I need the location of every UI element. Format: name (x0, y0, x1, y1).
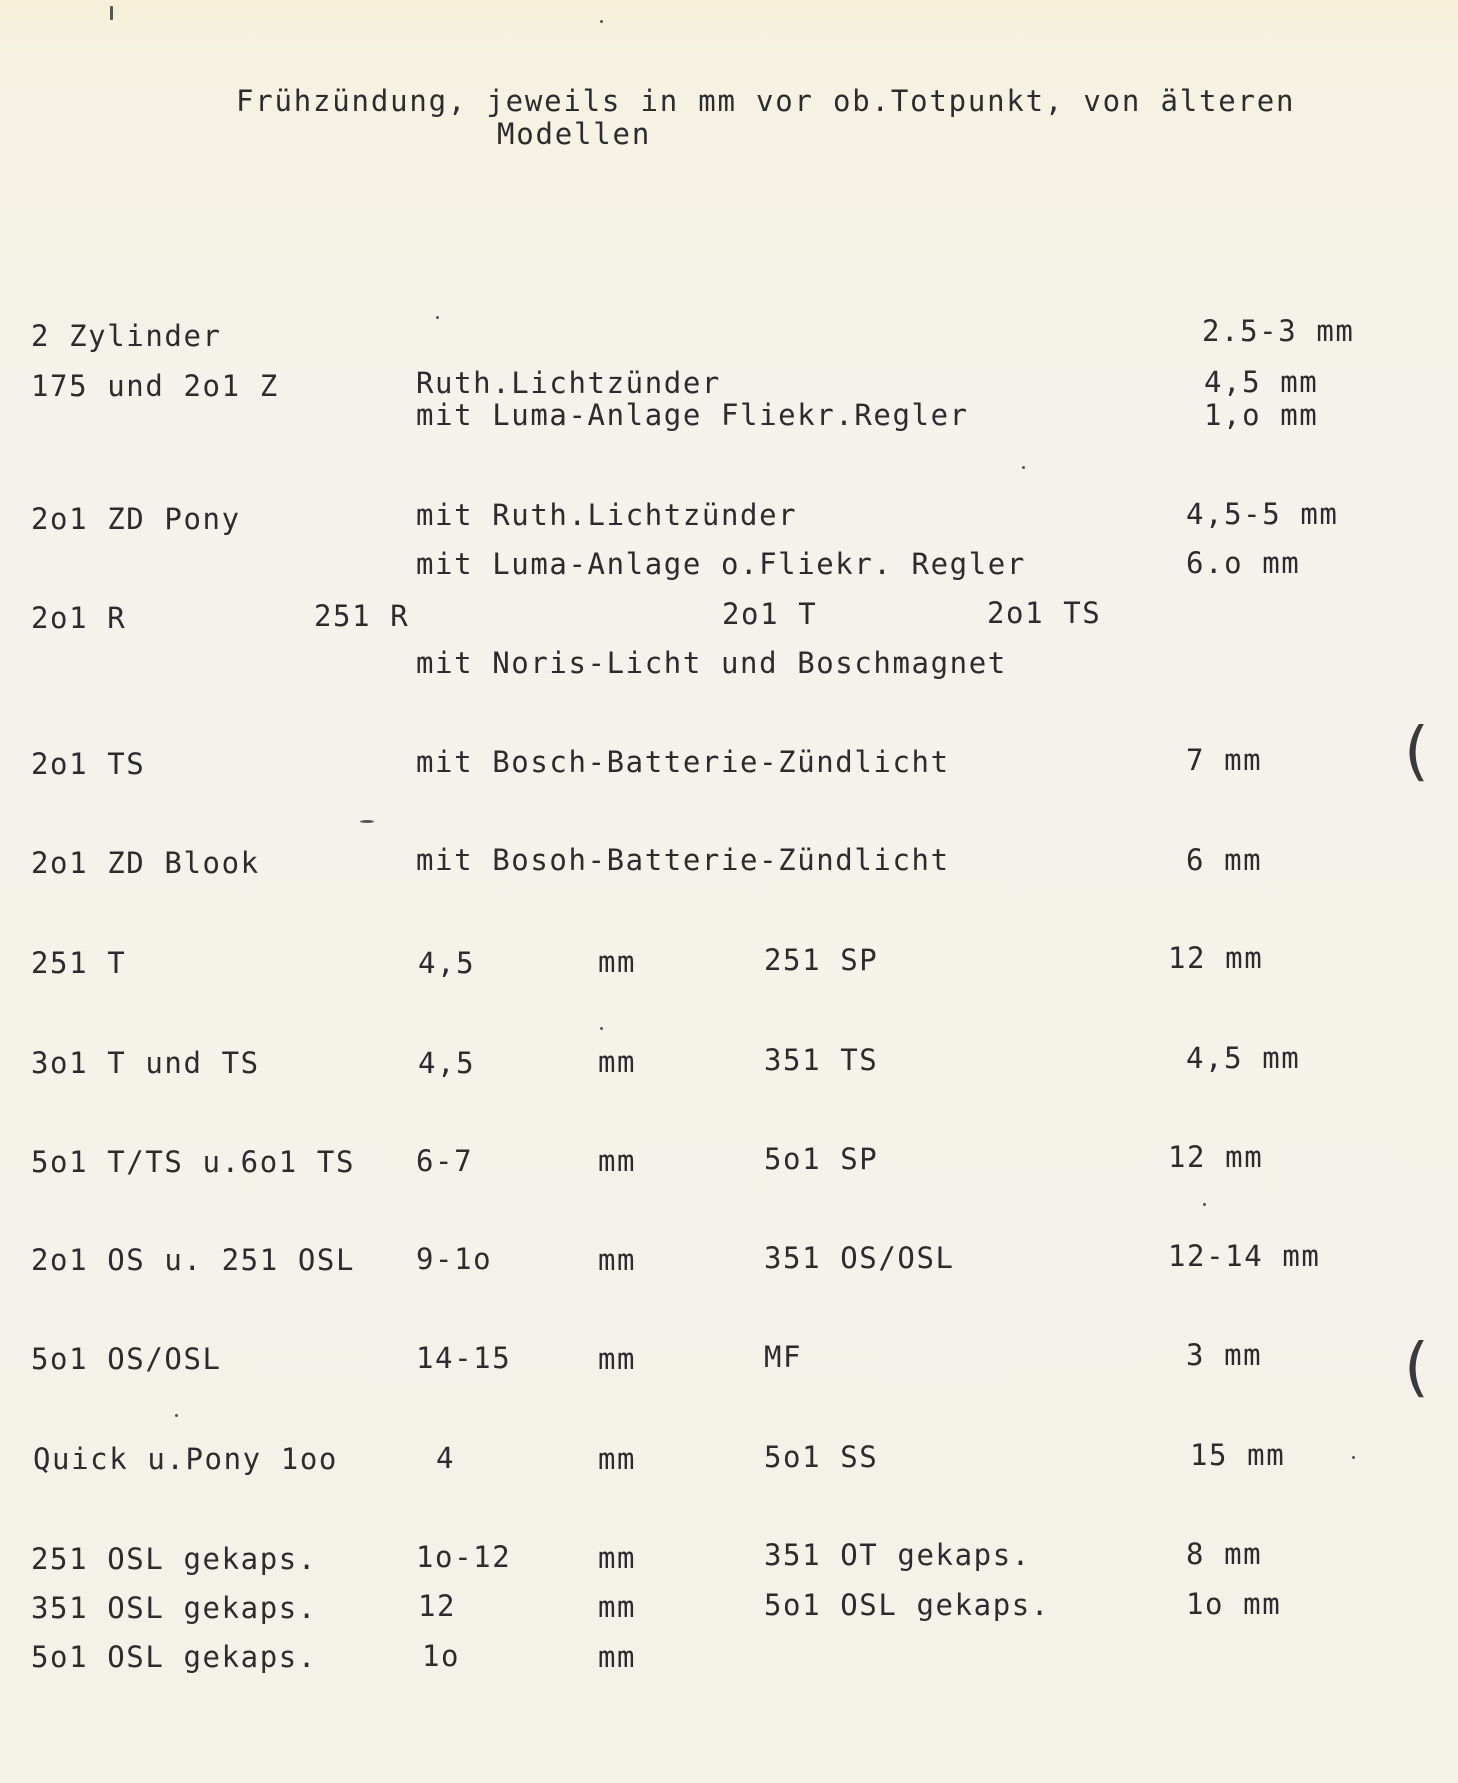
model-cell: 251 OSL gekaps. (31, 1542, 317, 1576)
unit-cell: mm (598, 1045, 637, 1079)
unit-cell: mm (598, 1442, 637, 1476)
model-cell: 2o1 T (722, 597, 818, 631)
timing-value-cell: 4 (436, 1441, 456, 1475)
ignition-system-cell: mit Bosoh-Batterie-Zündlicht (416, 843, 950, 877)
unit-cell: mm (598, 1342, 637, 1376)
timing-value-cell: 4,5 (418, 1046, 476, 1080)
model-cell: 5o1 SP (764, 1142, 879, 1176)
punch-hole-mark: ( (1404, 1331, 1429, 1405)
model-cell: 251 T (31, 946, 127, 980)
timing-value-cell: 9-1o (416, 1242, 493, 1276)
model-cell: 2o1 R (31, 601, 127, 635)
model-cell: 5o1 T/TS u.6o1 TS (31, 1145, 356, 1179)
timing-value-cell: 4,5-5 mm (1186, 497, 1339, 531)
timing-value-cell: 3 mm (1186, 1338, 1263, 1372)
punch-hole-mark: ( (1404, 715, 1429, 789)
model-cell: 251 R (314, 599, 410, 633)
document-title-line-2: Modellen (497, 117, 652, 151)
model-cell: 2o1 OS u. 251 OSL (31, 1243, 356, 1277)
model-cell: 5o1 OSL gekaps. (764, 1588, 1050, 1622)
ink-speck (600, 20, 603, 23)
timing-value-cell: 6.o mm (1186, 546, 1301, 580)
model-cell: 351 OT gekaps. (764, 1538, 1031, 1572)
ink-speck (1203, 1203, 1206, 1206)
ink-speck (175, 1414, 178, 1417)
ink-speck (436, 316, 439, 319)
unit-cell: mm (598, 1590, 637, 1624)
ignition-system-cell: mit Bosch-Batterie-Zündlicht (416, 745, 950, 779)
model-cell: Quick u.Pony 1oo (33, 1442, 338, 1476)
model-cell: MF (764, 1340, 803, 1374)
unit-cell: mm (598, 1144, 637, 1178)
timing-value-cell: 4,5 (418, 946, 476, 980)
ignition-system-cell: Ruth.Lichtzünder (416, 366, 721, 400)
timing-value-cell: 1o mm (1186, 1587, 1282, 1621)
model-cell: 2o1 TS (987, 596, 1102, 630)
timing-value-cell: 12-14 mm (1168, 1239, 1321, 1273)
model-cell: 2o1 ZD Blook (31, 846, 260, 880)
unit-cell: mm (598, 1640, 637, 1674)
model-cell: 3o1 T und TS (31, 1046, 260, 1080)
model-cell: 351 OSL gekaps. (31, 1591, 317, 1625)
timing-value-cell: 6 mm (1186, 843, 1263, 877)
ignition-system-cell: mit Luma-Anlage Fliekr.Regler (416, 398, 969, 432)
timing-value-cell: 4,5 mm (1204, 365, 1319, 399)
timing-value-cell: 12 mm (1168, 941, 1264, 975)
timing-value-cell: 1o-12 (416, 1540, 512, 1574)
model-cell: 251 SP (764, 943, 879, 977)
ink-speck (600, 1027, 603, 1030)
model-cell: 2 Zylinder (31, 319, 222, 353)
ink-speck (1022, 466, 1025, 469)
timing-value-cell: 2.5-3 mm (1202, 314, 1355, 348)
timing-value-cell: 12 (418, 1589, 457, 1623)
timing-value-cell: 12 mm (1168, 1140, 1264, 1174)
model-cell: 2o1 TS (31, 747, 146, 781)
model-cell: 2o1 ZD Pony (31, 502, 241, 536)
ink-speck (110, 6, 113, 20)
document-title-line-1: Frühzündung, jeweils in mm vor ob.Totpunkt, von älteren (236, 84, 1296, 118)
ignition-system-cell: mit Ruth.Lichtzünder (416, 498, 798, 532)
ink-speck (360, 820, 374, 823)
ignition-system-cell: mit Luma-Anlage o.Fliekr. Regler (416, 547, 1026, 581)
model-cell: 351 TS (764, 1043, 879, 1077)
unit-cell: mm (598, 1541, 637, 1575)
timing-value-cell: 1,o mm (1204, 398, 1319, 432)
timing-value-cell: 14-15 (416, 1341, 512, 1375)
timing-value-cell: 6-7 (416, 1144, 474, 1178)
unit-cell: mm (598, 1243, 637, 1277)
ignition-system-cell: mit Noris-Licht und Boschmagnet (416, 646, 1007, 680)
model-cell: 5o1 OS/OSL (31, 1342, 222, 1376)
timing-value-cell: 7 mm (1186, 743, 1263, 777)
unit-cell: mm (598, 945, 637, 979)
timing-value-cell: 4,5 mm (1186, 1041, 1301, 1075)
model-cell: 5o1 SS (764, 1440, 879, 1474)
timing-value-cell: 1o (422, 1639, 461, 1673)
timing-value-cell: 8 mm (1186, 1537, 1263, 1571)
timing-value-cell: 15 mm (1190, 1438, 1286, 1472)
model-cell: 175 und 2o1 Z (31, 369, 279, 403)
model-cell: 351 OS/OSL (764, 1241, 955, 1275)
model-cell: 5o1 OSL gekaps. (31, 1640, 317, 1674)
ink-speck (1352, 1456, 1355, 1459)
